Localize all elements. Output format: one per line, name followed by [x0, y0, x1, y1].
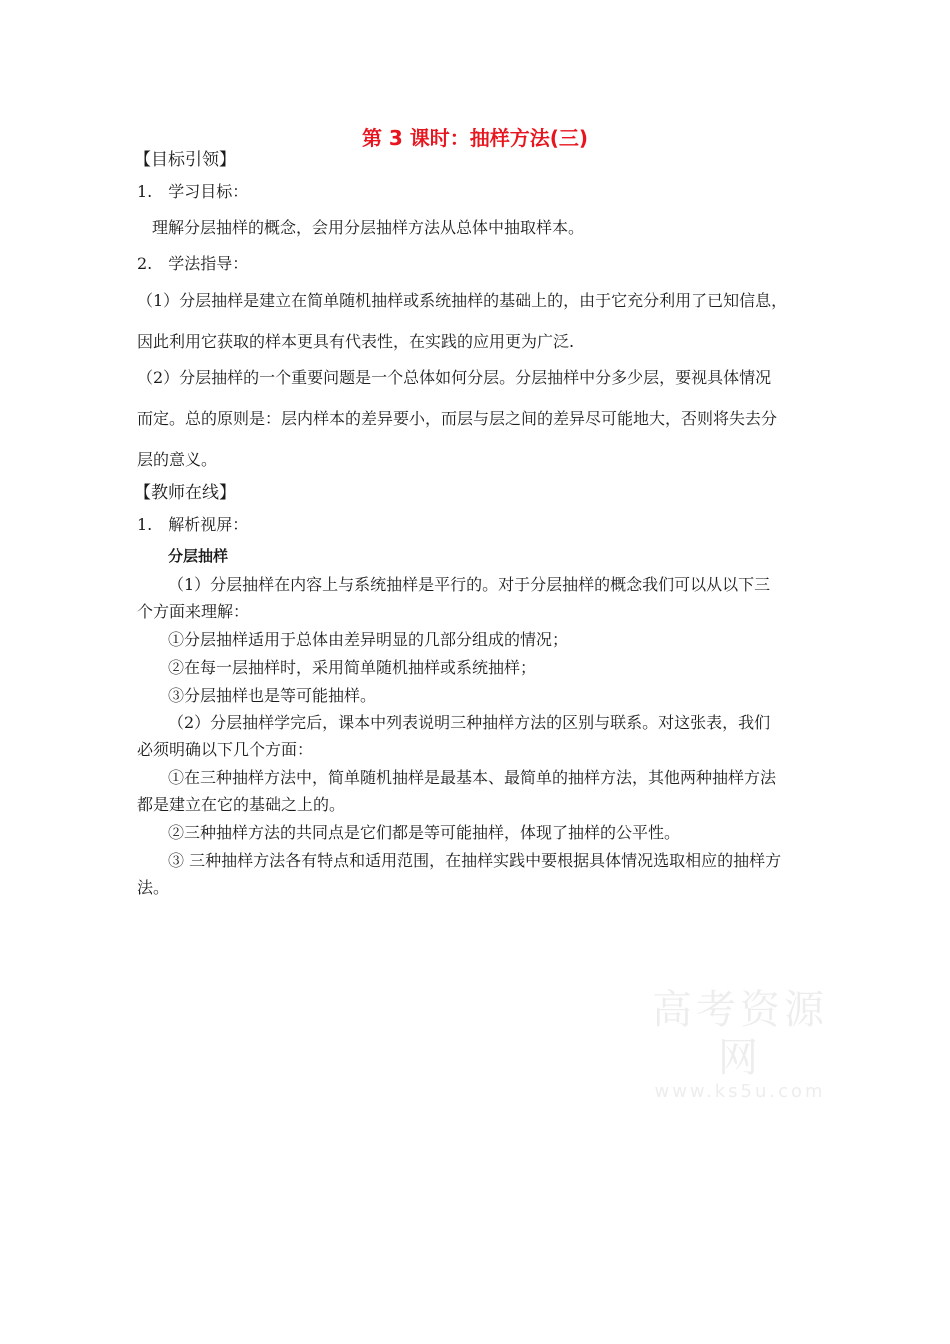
subheading: 分层抽样: [168, 547, 229, 565]
analysis-label: 1. 解析视屏：: [137, 515, 249, 534]
body-line: ②在每一层抽样时，采用简单随机抽样或系统抽样；: [168, 658, 537, 677]
guide-line: （2）分层抽样的一个重要问题是一个总体如何分层。分层抽样中分多少层，要视具体情况: [137, 368, 772, 387]
guide-line: 层的意义。: [137, 450, 218, 469]
body-line: ②三种抽样方法的共同点是它们都是等可能抽样，体现了抽样的公平性。: [168, 823, 681, 842]
learning-goal-label: 1. 学习目标：: [137, 182, 249, 201]
body-line: 必须明确以下几个方面：: [137, 740, 314, 759]
body-line: 个方面来理解：: [137, 602, 250, 621]
learning-goal-text: 理解分层抽样的概念，会用分层抽样方法从总体中抽取样本。: [152, 218, 585, 237]
guide-line: 因此利用它获取的样本更具有代表性，在实践的应用更为广泛.: [137, 332, 575, 351]
watermark-text-cn: 高考资源网: [652, 987, 828, 1081]
body-line: ①分层抽样适用于总体由差异明显的几部分组成的情况；: [168, 630, 569, 649]
page-title: 第 3 课时：抽样方法(三): [361, 126, 589, 150]
body-line: ③ 三种抽样方法各有特点和适用范围，在抽样实践中要根据具体情况选取相应的抽样方: [168, 851, 782, 870]
guide-line: 而定。总的原则是：层内样本的差异要小，而层与层之间的差异尽可能地大，否则将失去分: [137, 409, 778, 428]
watermark: [640, 986, 840, 1102]
body-line: （2）分层抽样学完后，课本中列表说明三种抽样方法的区别与联系。对这张表，我们: [168, 713, 771, 732]
body-line: ①在三种抽样方法中，简单随机抽样是最基本、最简单的抽样方法，其他两种抽样方法: [168, 768, 777, 787]
body-line: 都是建立在它的基础之上的。: [137, 795, 346, 814]
watermark-text-en: www.ks5u.com: [654, 1081, 826, 1102]
body-line: （1）分层抽样在内容上与系统抽样是平行的。对于分层抽样的概念我们可以从以下三: [168, 575, 771, 594]
method-guide-label: 2. 学法指导：: [137, 254, 249, 273]
guide-line: （1）分层抽样是建立在简单随机抽样或系统抽样的基础上的，由于它充分利用了已知信息，: [137, 291, 788, 310]
body-line: ③分层抽样也是等可能抽样。: [168, 686, 377, 705]
section-heading-goals: 【目标引领】: [134, 150, 236, 170]
body-line: 法。: [137, 878, 170, 897]
section-heading-teacher: 【教师在线】: [134, 483, 236, 503]
